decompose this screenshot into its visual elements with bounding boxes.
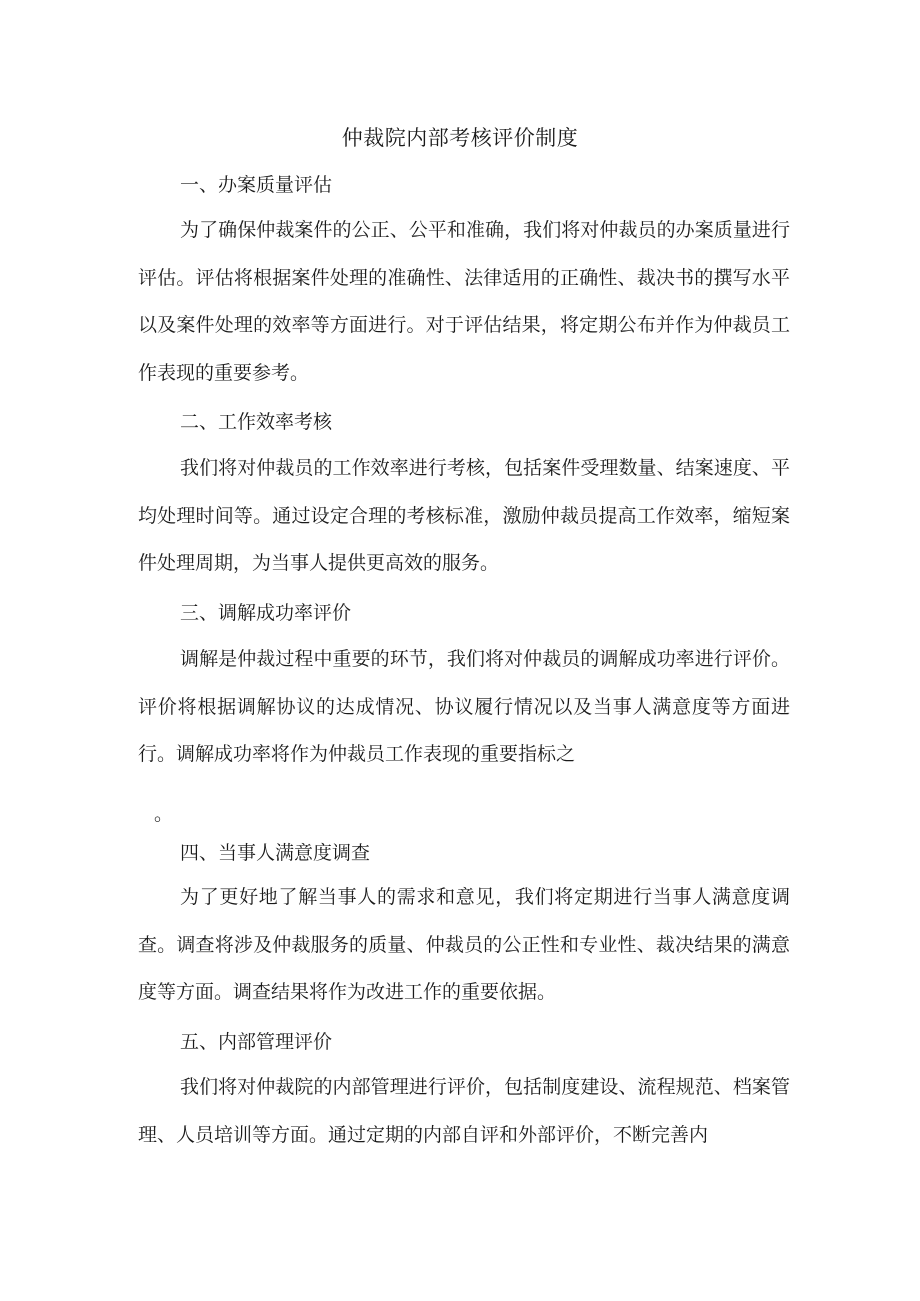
section-paragraph-5: 我们将对仲裁院的内部管理进行评价，包括制度建设、流程规范、档案管理、人员培训等方面。通过定期的内部自评和外部评价，不断完善内 [138,1076,790,1146]
section-heading-2: 二、工作效率考核 [180,411,333,433]
section-heading-1: 一、办案质量评估 [180,174,333,196]
section-heading-4: 四、当事人满意度调查 [180,842,371,864]
section-paragraph-1: 为了确保仲裁案件的公正、公平和准确，我们将对仲裁员的办案质量进行评估。评估将根据案件处理的准确性、法律适用的正确性、裁决书的撰写水平以及案件处理的效率等方面进行。对于评估结果，将定期公布并作为仲裁员工作表现的重要参考。 [138,219,790,384]
section-trailing-punctuation: 。 [154,803,174,825]
section-paragraph-4: 为了更好地了解当事人的需求和意见，我们将定期进行当事人满意度调查。调查将涉及仲裁服务的质量、仲裁员的公正性和专业性、裁决结果的满意度等方面。调查结果将作为改进工作的重要依据。 [138,886,790,1003]
section-heading-3: 三、调解成功率评价 [180,602,352,624]
section-heading-5: 五、内部管理评价 [180,1031,333,1053]
document-title: 仲裁院内部考核评价制度 [341,126,579,150]
section-paragraph-3: 调解是仲裁过程中重要的环节，我们将对仲裁员的调解成功率进行评价。评价将根据调解协议的达成情况、协议履行情况以及当事人满意度等方面进行。调解成功率将作为仲裁员工作表现的重要指标之 [138,648,790,765]
section-paragraph-2: 我们将对仲裁员的工作效率进行考核，包括案件受理数量、结案速度、平均处理时间等。通过设定合理的考核标准，激励仲裁员提高工作效率，缩短案件处理周期，为当事人提供更高效的服务。 [138,457,790,574]
